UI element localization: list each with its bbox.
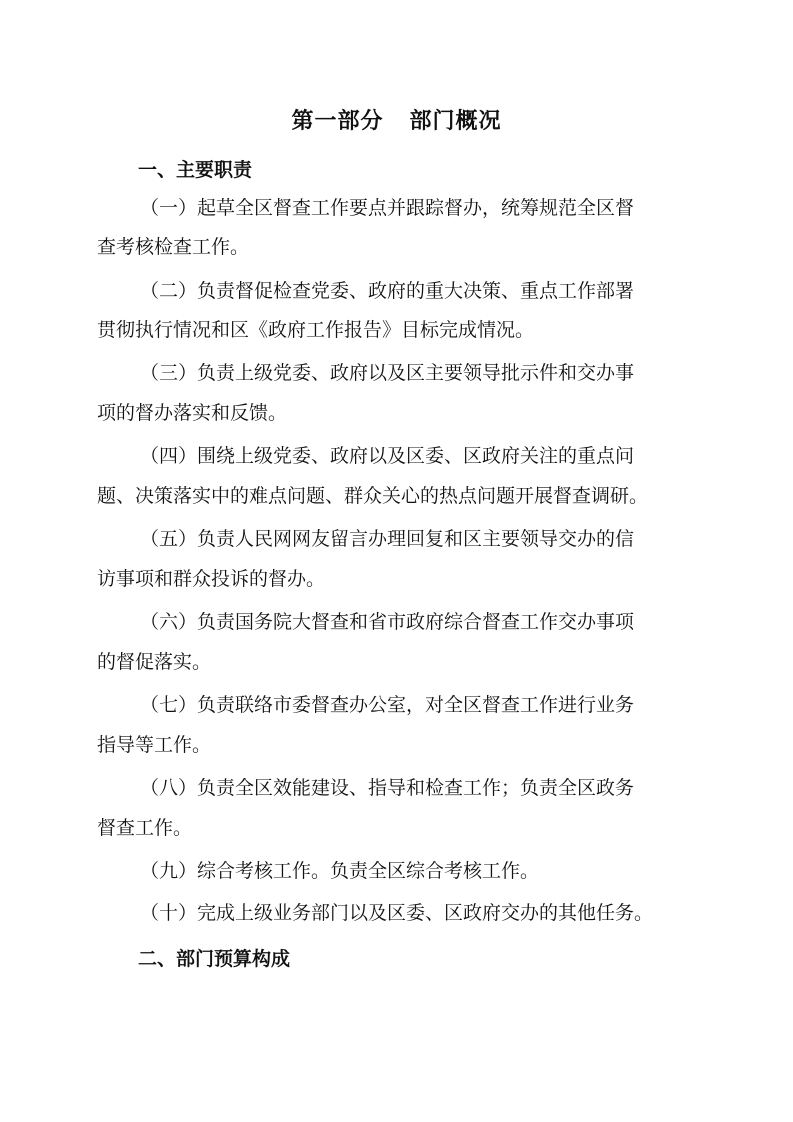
duty-2-line-1: （二）负责督促检查党委、政府的重大决策、重点工作部署 xyxy=(140,280,635,302)
duty-3-line-2: 项的督办落实和反馈。 xyxy=(97,402,288,424)
section-heading-budget: 二、部门预算构成 xyxy=(138,948,291,970)
duty-4-line-2: 题、决策落实中的难点问题、群众关心的热点问题开展督查调研。 xyxy=(97,485,649,507)
page-title xyxy=(0,104,793,135)
duty-5-line-2: 访事项和群众投诉的督办。 xyxy=(97,568,326,590)
duty-9-line-1: （九）综合考核工作。负责全区综合考核工作。 xyxy=(140,860,540,882)
duty-8-line-2: 督查工作。 xyxy=(97,817,193,839)
duty-7-line-1: （七）负责联络市委督查办公室，对全区督查工作进行业务 xyxy=(140,694,635,716)
section-heading-duties: 一、主要职责 xyxy=(138,159,253,181)
duty-1-line-2: 查考核检查工作。 xyxy=(97,236,250,258)
duty-2-line-2: 贯彻执行情况和区《政府工作报告》目标完成情况。 xyxy=(97,319,535,341)
title-part: 第一部分 xyxy=(291,109,384,134)
duty-5-line-1: （五）负责人民网网友留言办理回复和区主要领导交办的信 xyxy=(140,528,635,550)
duty-4-line-1: （四）围绕上级党委、政府以及区委、区政府关注的重点问 xyxy=(140,445,635,467)
duty-6-line-1: （六）负责国务院大督查和省市政府综合督查工作交办事项 xyxy=(140,611,635,633)
duty-3-line-1: （三）负责上级党委、政府以及区主要领导批示件和交办事 xyxy=(140,362,635,384)
duty-6-line-2: 的督促落实。 xyxy=(97,651,212,673)
title-name: 部门概况 xyxy=(409,109,502,134)
duty-1-line-1: （一）起草全区督查工作要点并跟踪督办，统筹规范全区督 xyxy=(140,197,635,219)
duty-10-line-1: （十）完成上级业务部门以及区委、区政府交办的其他任务。 xyxy=(140,902,654,924)
duty-8-line-1: （八）负责全区效能建设、指导和检查工作；负责全区政务 xyxy=(140,777,635,799)
duty-7-line-2: 指导等工作。 xyxy=(97,734,212,756)
